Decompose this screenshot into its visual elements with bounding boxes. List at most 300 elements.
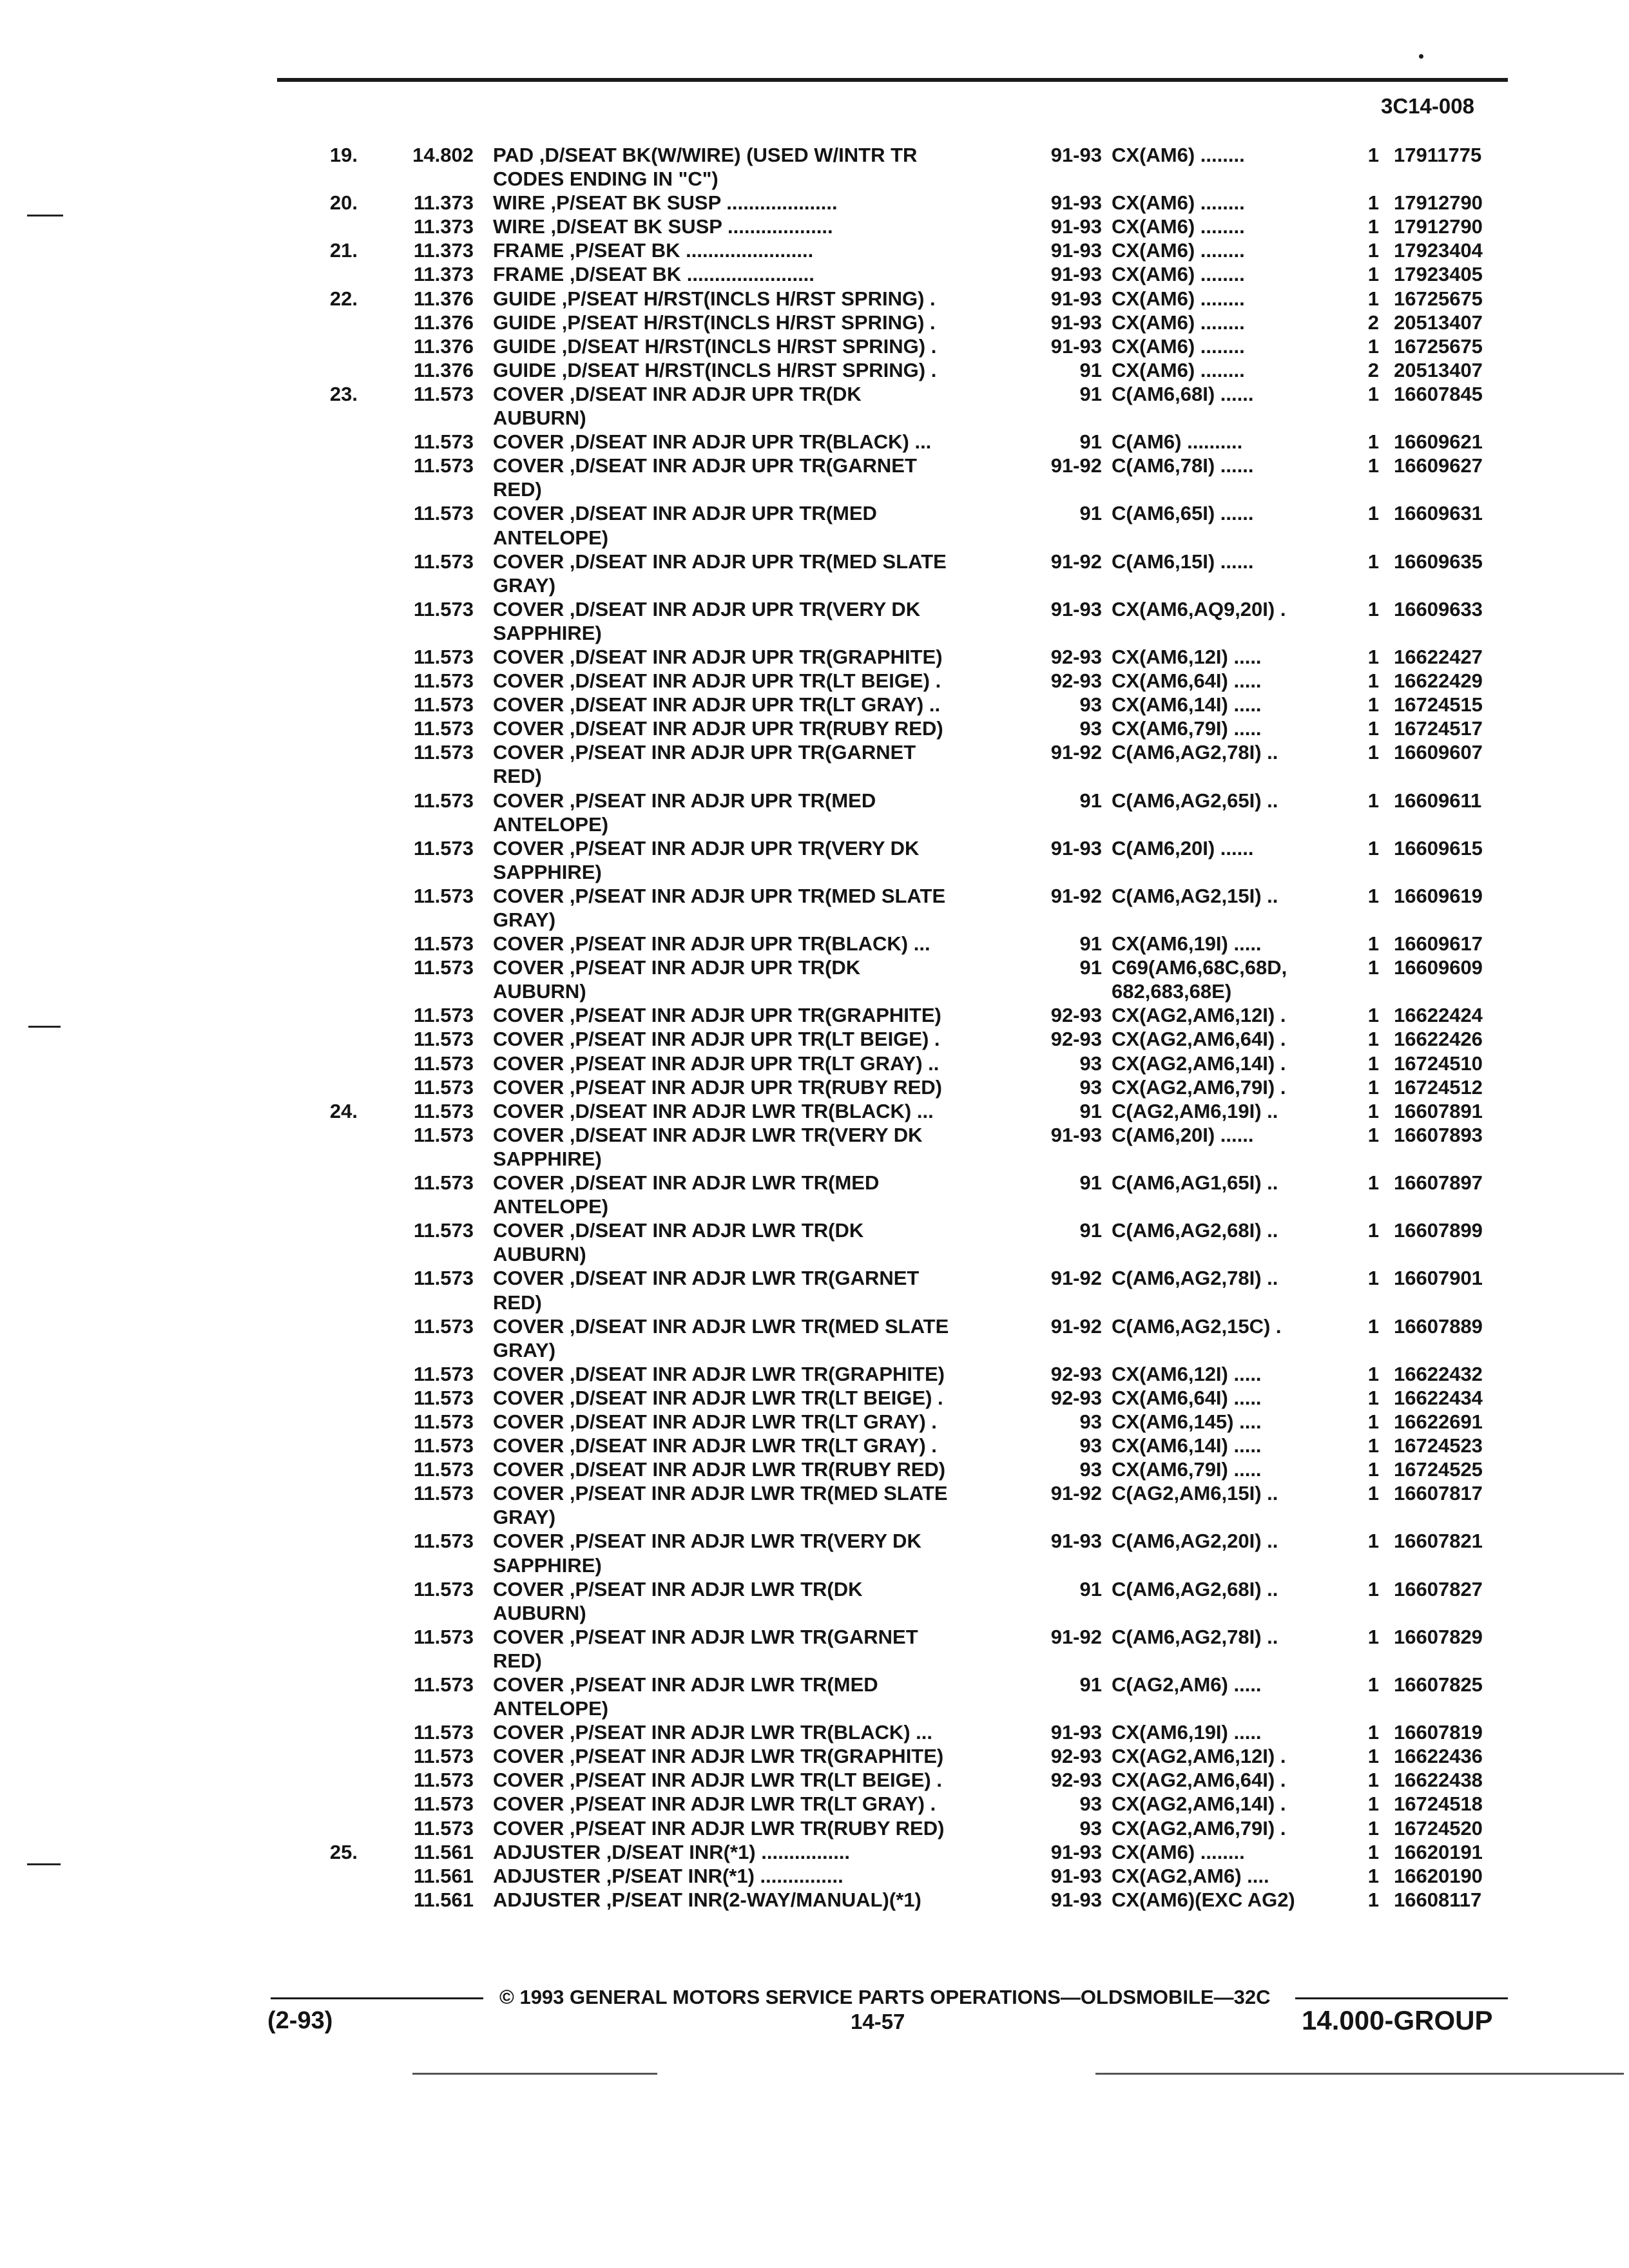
- table-row: [0, 1649, 1629, 1673]
- quantity: 1: [1367, 669, 1379, 693]
- part-number: 16724525: [1394, 1458, 1483, 1481]
- group-number: 11.561: [413, 1864, 474, 1887]
- quantity: 1: [1367, 884, 1379, 907]
- part-description: COVER ,P/SEAT INR ADJR UPR TR(DK: [493, 956, 861, 979]
- quantity: 1: [1367, 430, 1379, 454]
- model-codes: C(AG2,AM6,19I) ..: [1112, 1099, 1278, 1122]
- part-description: RED): [493, 1649, 542, 1672]
- model-years: 91-92: [1050, 884, 1102, 907]
- table-row: [0, 167, 1629, 191]
- group-number: 11.373: [413, 263, 474, 286]
- part-number: 16608117: [1394, 1888, 1482, 1911]
- table-row: [0, 1577, 1629, 1601]
- table-row: [0, 932, 1629, 956]
- table-row: [0, 1123, 1629, 1147]
- model-codes: CX(AM6,64I) .....: [1112, 669, 1262, 693]
- part-description: PAD ,D/SEAT BK(W/WIRE) (USED W/INTR TR: [493, 144, 918, 166]
- quantity: 1: [1367, 1099, 1379, 1122]
- model-years: 91: [1079, 382, 1102, 405]
- model-years: 91-93: [1050, 311, 1102, 334]
- ref-number: 24.: [329, 1099, 358, 1122]
- model-years: 93: [1079, 1792, 1102, 1816]
- table-row: [0, 1410, 1629, 1434]
- group-number: 11.573: [413, 1769, 474, 1792]
- part-number: 16607825: [1394, 1673, 1483, 1696]
- part-description: COVER ,P/SEAT INR ADJR LWR TR(GRAPHITE): [493, 1745, 944, 1768]
- group-number: 11.561: [413, 1888, 474, 1911]
- model-years: 93: [1079, 1075, 1102, 1099]
- group-number: 11.573: [413, 1075, 474, 1099]
- part-description: COVER ,P/SEAT INR ADJR LWR TR(MED: [493, 1673, 878, 1696]
- table-row: [0, 645, 1629, 669]
- table-row: [0, 1052, 1629, 1075]
- part-description: COVER ,P/SEAT INR ADJR UPR TR(LT BEIGE) .: [493, 1028, 940, 1051]
- footer-rule-left: [271, 1997, 483, 1999]
- part-description: GRAY): [493, 1338, 556, 1361]
- part-number: 16620190: [1394, 1864, 1483, 1887]
- table-row: [0, 979, 1629, 1003]
- model-years: 91-93: [1050, 215, 1102, 238]
- table-row: [0, 1171, 1629, 1195]
- group-number: 11.573: [413, 693, 474, 716]
- quantity: 1: [1367, 1888, 1379, 1911]
- table-row: [0, 812, 1629, 836]
- part-number: 16724520: [1394, 1816, 1483, 1840]
- table-row: [0, 477, 1629, 501]
- ref-number: 22.: [329, 287, 358, 310]
- part-description: COVER ,D/SEAT INR ADJR UPR TR(MED SLATE: [493, 550, 947, 573]
- bottom-rule: [412, 2073, 657, 2075]
- group-number: 11.573: [413, 1099, 474, 1122]
- table-row: [0, 1840, 1629, 1864]
- part-number: 16609621: [1394, 430, 1483, 454]
- part-description: COVER ,D/SEAT INR ADJR LWR TR(LT GRAY) .: [493, 1410, 937, 1433]
- model-codes: C(AM6,AG2,68I) ..: [1112, 1577, 1278, 1600]
- quantity: 1: [1367, 1816, 1379, 1840]
- quantity: 1: [1367, 1267, 1379, 1290]
- part-description: FRAME ,P/SEAT BK .......................: [493, 239, 814, 262]
- table-row: [0, 1481, 1629, 1505]
- quantity: 2: [1367, 311, 1379, 334]
- table-row: [0, 1792, 1629, 1816]
- model-years: 92-93: [1050, 1745, 1102, 1768]
- model-codes: CX(AM6) ........: [1112, 191, 1245, 215]
- part-description: COVER ,D/SEAT INR ADJR LWR TR(LT BEIGE) .: [493, 1386, 943, 1409]
- model-codes: CX(AG2,AM6,14I) .: [1112, 1792, 1286, 1816]
- part-description: COVER ,P/SEAT INR ADJR LWR TR(RUBY RED): [493, 1816, 945, 1840]
- part-description: AUBURN): [493, 980, 586, 1003]
- part-number: 16724517: [1394, 717, 1483, 740]
- table-row: [0, 1218, 1629, 1242]
- quantity: 1: [1367, 932, 1379, 956]
- part-description: WIRE ,P/SEAT BK SUSP ....................: [493, 191, 838, 215]
- part-description: COVER ,P/SEAT INR ADJR UPR TR(RUBY RED): [493, 1075, 942, 1099]
- model-codes: CX(AG2,AM6,14I) .: [1112, 1052, 1286, 1075]
- group-number: 11.573: [413, 597, 474, 620]
- part-description: ANTELOPE): [493, 526, 609, 549]
- table-row: [0, 1099, 1629, 1123]
- part-number: 16622426: [1394, 1028, 1483, 1051]
- group-number: 11.573: [413, 789, 474, 812]
- part-description: COVER ,D/SEAT INR ADJR UPR TR(DK: [493, 382, 862, 405]
- part-number: 16622438: [1394, 1769, 1483, 1792]
- model-codes: C(AM6,15I) ......: [1112, 550, 1254, 573]
- table-row: [0, 1529, 1629, 1553]
- quantity: 1: [1367, 215, 1379, 238]
- part-description: COVER ,P/SEAT INR ADJR LWR TR(GARNET: [493, 1625, 918, 1648]
- model-codes: CX(AM6,AQ9,20I) .: [1112, 597, 1286, 620]
- part-number: 16724523: [1394, 1434, 1483, 1457]
- part-description: COVER ,P/SEAT INR ADJR UPR TR(MED SLATE: [493, 884, 946, 907]
- part-number: 16607829: [1394, 1625, 1483, 1648]
- part-number: 16607893: [1394, 1123, 1483, 1146]
- part-description: RED): [493, 765, 542, 788]
- part-number: 16725675: [1394, 287, 1483, 310]
- table-row: [0, 1720, 1629, 1744]
- table-row: [0, 1338, 1629, 1362]
- group-number: 11.573: [413, 1219, 474, 1242]
- part-number: 16622691: [1394, 1410, 1483, 1433]
- quantity: 1: [1367, 1530, 1379, 1553]
- model-years: 92-93: [1050, 1386, 1102, 1409]
- part-number: 17923404: [1394, 239, 1483, 262]
- part-description: COVER ,P/SEAT INR ADJR UPR TR(VERY DK: [493, 836, 920, 860]
- model-years: 91: [1079, 789, 1102, 812]
- model-years: 91-92: [1050, 1314, 1102, 1338]
- part-number: 16609619: [1394, 884, 1483, 907]
- model-years: 91-92: [1050, 741, 1102, 764]
- table-row: [0, 1816, 1629, 1840]
- table-row: [0, 764, 1629, 788]
- table-row: [0, 1362, 1629, 1386]
- part-description: COVER ,P/SEAT INR ADJR UPR TR(MED: [493, 789, 876, 812]
- quantity: 1: [1367, 1028, 1379, 1051]
- part-number: 16724510: [1394, 1052, 1483, 1075]
- part-description: COVER ,P/SEAT INR ADJR UPR TR(BLACK) ...: [493, 932, 930, 956]
- group-number: 11.573: [413, 1458, 474, 1481]
- table-row: [0, 311, 1629, 334]
- group-number: 11.373: [413, 239, 474, 262]
- group-number: 11.573: [413, 550, 474, 573]
- quantity: 1: [1367, 693, 1379, 716]
- part-number: 16609609: [1394, 956, 1483, 979]
- quantity: 1: [1367, 382, 1379, 405]
- model-years: 91: [1079, 932, 1102, 956]
- part-description: RED): [493, 1291, 542, 1314]
- part-number: 17911775: [1394, 144, 1482, 166]
- table-row: [0, 1625, 1629, 1649]
- group-number: 11.573: [413, 430, 474, 454]
- model-codes: C(AM6,AG2,78I) ..: [1112, 1267, 1278, 1290]
- group-number: 11.573: [413, 1410, 474, 1433]
- group-number: 11.573: [413, 1792, 474, 1816]
- part-description: COVER ,D/SEAT INR ADJR LWR TR(LT GRAY) .: [493, 1434, 937, 1457]
- group-number: 11.573: [413, 1386, 474, 1409]
- model-codes: C(AG2,AM6,15I) ..: [1112, 1482, 1278, 1505]
- model-codes: C69(AM6,68C,68D,: [1112, 956, 1287, 979]
- part-description: COVER ,P/SEAT INR ADJR LWR TR(MED SLATE: [493, 1482, 948, 1505]
- part-description: GUIDE ,P/SEAT H/RST(INCLS H/RST SPRING) .: [493, 287, 936, 310]
- part-number: 16609633: [1394, 597, 1483, 620]
- group-number: 11.573: [413, 884, 474, 907]
- quantity: 1: [1367, 454, 1379, 477]
- part-number: 17923405: [1394, 263, 1483, 286]
- table-row: [0, 1864, 1629, 1888]
- model-codes: C(AM6,AG2,68I) ..: [1112, 1219, 1278, 1242]
- table-row: [0, 1768, 1629, 1792]
- part-description: COVER ,D/SEAT INR ADJR UPR TR(VERY DK: [493, 597, 921, 620]
- part-description: GRAY): [493, 1506, 556, 1529]
- model-codes: CX(AM6,12I) .....: [1112, 645, 1262, 668]
- quantity: 1: [1367, 741, 1379, 764]
- model-years: 93: [1079, 1458, 1102, 1481]
- part-description: COVER ,D/SEAT INR ADJR UPR TR(LT GRAY) ..: [493, 693, 941, 716]
- model-years: 91-92: [1050, 454, 1102, 477]
- table-row: [0, 1553, 1629, 1577]
- part-number: 16609617: [1394, 932, 1483, 956]
- table-row: [0, 238, 1629, 262]
- group-number: 11.376: [413, 358, 474, 381]
- model-codes: C(AM6,AG2,15C) .: [1112, 1314, 1282, 1338]
- model-years: 91: [1079, 1171, 1102, 1195]
- part-description: COVER ,D/SEAT INR ADJR LWR TR(GRAPHITE): [493, 1362, 945, 1385]
- part-number: 16725675: [1394, 334, 1483, 358]
- part-description: SAPPHIRE): [493, 1553, 602, 1577]
- part-number: 16622432: [1394, 1362, 1483, 1385]
- model-codes: CX(AG2,AM6) ....: [1112, 1864, 1269, 1887]
- model-codes: C(AM6,AG2,78I) ..: [1112, 1625, 1278, 1648]
- part-number: 16607819: [1394, 1721, 1483, 1744]
- table-row: [0, 1003, 1629, 1027]
- model-years: 91-92: [1050, 1482, 1102, 1505]
- part-description: COVER ,P/SEAT INR ADJR UPR TR(GARNET: [493, 741, 916, 764]
- model-codes: CX(AM6,14I) .....: [1112, 1434, 1262, 1457]
- model-codes: CX(AM6,19I) .....: [1112, 1721, 1262, 1744]
- bottom-rule: [1095, 2073, 1624, 2075]
- part-description: COVER ,P/SEAT INR ADJR LWR TR(BLACK) ...: [493, 1721, 932, 1744]
- scan-speck: [1419, 54, 1423, 59]
- group-number: 11.573: [413, 1482, 474, 1505]
- part-description: COVER ,D/SEAT INR ADJR LWR TR(RUBY RED): [493, 1458, 946, 1481]
- part-number: 16607845: [1394, 382, 1483, 405]
- part-description: COVER ,D/SEAT INR ADJR UPR TR(GARNET: [493, 454, 917, 477]
- ref-number: 23.: [329, 382, 358, 405]
- part-description: GRAY): [493, 573, 556, 597]
- part-number: 16622436: [1394, 1745, 1483, 1768]
- model-codes: CX(AM6,64I) .....: [1112, 1386, 1262, 1409]
- model-years: 91: [1079, 430, 1102, 454]
- model-years: 91-92: [1050, 1267, 1102, 1290]
- model-years: 91: [1079, 358, 1102, 381]
- group-number: 11.573: [413, 836, 474, 860]
- part-number: 20513407: [1394, 311, 1483, 334]
- model-years: 91-93: [1050, 1864, 1102, 1887]
- part-description: COVER ,D/SEAT INR ADJR LWR TR(MED SLATE: [493, 1314, 949, 1338]
- part-number: 16724515: [1394, 693, 1483, 716]
- model-codes: CX(AM6) ........: [1112, 358, 1245, 381]
- part-description: COVER ,D/SEAT INR ADJR UPR TR(RUBY RED): [493, 717, 943, 740]
- group-number: 11.573: [413, 1434, 474, 1457]
- quantity: 2: [1367, 358, 1379, 381]
- model-codes: C(AM6,20I) ......: [1112, 1123, 1254, 1146]
- model-years: 91-93: [1050, 191, 1102, 215]
- group-number: 11.573: [413, 1171, 474, 1195]
- model-codes: CX(AM6) ........: [1112, 239, 1245, 262]
- quantity: 1: [1367, 1745, 1379, 1768]
- model-years: 91-93: [1050, 597, 1102, 620]
- ref-number: 21.: [329, 239, 358, 262]
- quantity: 1: [1367, 1673, 1379, 1696]
- part-description: FRAME ,D/SEAT BK .......................: [493, 263, 815, 286]
- part-description: ANTELOPE): [493, 1697, 609, 1720]
- model-codes: C(AM6,AG2,78I) ..: [1112, 741, 1278, 764]
- footer-rule-right: [1295, 1997, 1508, 1999]
- model-codes: C(AM6,78I) ......: [1112, 454, 1254, 477]
- group-number: 11.376: [413, 311, 474, 334]
- model-codes: CX(AM6)(EXC AG2): [1112, 1888, 1295, 1911]
- table-row: [0, 1266, 1629, 1290]
- table-row: [0, 1505, 1629, 1529]
- quantity: 1: [1367, 1625, 1379, 1648]
- model-codes: CX(AG2,AM6,79I) .: [1112, 1075, 1286, 1099]
- part-description: ANTELOPE): [493, 1195, 609, 1218]
- part-number: 16607897: [1394, 1171, 1483, 1195]
- group-number: 11.573: [413, 741, 474, 764]
- table-row: [0, 382, 1629, 406]
- part-description: SAPPHIRE): [493, 1147, 602, 1170]
- footer-copyright: © 1993 GENERAL MOTORS SERVICE PARTS OPERATIONS—OLDSMOBILE—32C: [499, 1986, 1271, 2008]
- table-row: [0, 1434, 1629, 1457]
- part-description: CODES ENDING IN "C"): [493, 168, 718, 191]
- model-codes: CX(AM6) ........: [1112, 334, 1245, 358]
- part-description: RED): [493, 478, 542, 501]
- model-codes: C(AM6,AG2,15I) ..: [1112, 884, 1278, 907]
- table-row: [0, 287, 1629, 311]
- group-number: 11.573: [413, 932, 474, 956]
- part-number: 16622427: [1394, 645, 1483, 668]
- table-row: [0, 1195, 1629, 1218]
- quantity: 1: [1367, 956, 1379, 979]
- group-number: 11.373: [413, 215, 474, 238]
- part-description: ADJUSTER ,P/SEAT INR(*1) ...............: [493, 1864, 843, 1887]
- model-years: 92-93: [1050, 1769, 1102, 1792]
- group-number: 11.573: [413, 1577, 474, 1600]
- model-codes: CX(AM6) ........: [1112, 144, 1245, 166]
- table-row: [0, 215, 1629, 238]
- model-codes: CX(AM6) ........: [1112, 263, 1245, 286]
- model-years: 92-93: [1050, 669, 1102, 693]
- quantity: 1: [1367, 717, 1379, 740]
- group-number: 11.573: [413, 956, 474, 979]
- part-description: COVER ,P/SEAT INR ADJR LWR TR(VERY DK: [493, 1530, 921, 1553]
- part-description: SAPPHIRE): [493, 621, 602, 644]
- model-codes: CX(AM6,19I) .....: [1112, 932, 1262, 956]
- model-codes: CX(AM6) ........: [1112, 287, 1245, 310]
- part-description: ANTELOPE): [493, 812, 609, 836]
- model-years: 91-92: [1050, 550, 1102, 573]
- table-row: [0, 358, 1629, 382]
- table-row: [0, 1601, 1629, 1625]
- group-number: 11.573: [413, 1123, 474, 1146]
- group-number: 11.373: [413, 191, 474, 215]
- part-description: COVER ,D/SEAT INR ADJR LWR TR(VERY DK: [493, 1123, 923, 1146]
- group-number: 11.573: [413, 1816, 474, 1840]
- table-row: [0, 334, 1629, 358]
- quantity: 1: [1367, 502, 1379, 525]
- page-code: 3C14-008: [1381, 94, 1474, 118]
- model-codes: CX(AG2,AM6,64I) .: [1112, 1769, 1286, 1792]
- table-row: [0, 501, 1629, 525]
- model-codes: CX(AG2,AM6,12I) .: [1112, 1004, 1286, 1027]
- model-years: 91-93: [1050, 1721, 1102, 1744]
- part-number: 17912790: [1394, 215, 1483, 238]
- model-codes: C(AM6,AG1,65I) ..: [1112, 1171, 1278, 1195]
- model-years: 92-93: [1050, 645, 1102, 668]
- quantity: 1: [1367, 1840, 1379, 1863]
- quantity: 1: [1367, 1314, 1379, 1338]
- part-description: GUIDE ,D/SEAT H/RST(INCLS H/RST SPRING) .: [493, 358, 937, 381]
- group-number: 11.573: [413, 454, 474, 477]
- table-row: [0, 693, 1629, 716]
- table-row: [0, 1696, 1629, 1720]
- model-codes: CX(AM6,12I) .....: [1112, 1362, 1262, 1385]
- quantity: 1: [1367, 1792, 1379, 1816]
- part-number: 16622424: [1394, 1004, 1483, 1027]
- group-number: 11.573: [413, 1267, 474, 1290]
- quantity: 1: [1367, 645, 1379, 668]
- part-description: COVER ,D/SEAT INR ADJR UPR TR(LT BEIGE) .: [493, 669, 941, 693]
- model-years: 91: [1079, 1673, 1102, 1696]
- table-row: [0, 1242, 1629, 1266]
- part-number: 16607889: [1394, 1314, 1483, 1338]
- part-number: 20513407: [1394, 358, 1483, 381]
- part-number: 16607891: [1394, 1099, 1483, 1122]
- model-years: 93: [1079, 717, 1102, 740]
- group-number: 11.376: [413, 334, 474, 358]
- model-years: 91: [1079, 502, 1102, 525]
- part-number: 16622429: [1394, 669, 1483, 693]
- quantity: 1: [1367, 1052, 1379, 1075]
- table-row: [0, 669, 1629, 693]
- group-number: 11.573: [413, 502, 474, 525]
- quantity: 1: [1367, 1171, 1379, 1195]
- quantity: 1: [1367, 334, 1379, 358]
- group-number: 14.802: [412, 144, 474, 166]
- group-number: 11.573: [413, 1673, 474, 1696]
- ref-number: 19.: [329, 144, 358, 166]
- group-number: 11.376: [413, 287, 474, 310]
- model-years: 93: [1079, 1052, 1102, 1075]
- quantity: 1: [1367, 144, 1379, 166]
- part-number: 16724518: [1394, 1792, 1483, 1816]
- group-number: 11.573: [413, 669, 474, 693]
- quantity: 1: [1367, 1458, 1379, 1481]
- parts-list: [0, 143, 1629, 1912]
- part-description: ADJUSTER ,D/SEAT INR(*1) ................: [493, 1840, 851, 1863]
- table-row: [0, 430, 1629, 454]
- group-number: 11.573: [413, 382, 474, 405]
- quantity: 1: [1367, 550, 1379, 573]
- table-row: [0, 1291, 1629, 1314]
- part-description: GUIDE ,P/SEAT H/RST(INCLS H/RST SPRING) .: [493, 311, 936, 334]
- group-number: 11.573: [413, 1004, 474, 1027]
- model-years: 92-93: [1050, 1028, 1102, 1051]
- model-codes: CX(AM6) ........: [1112, 1840, 1245, 1863]
- model-codes: CX(AG2,AM6,12I) .: [1112, 1745, 1286, 1768]
- footer-date: (2-93): [267, 2007, 333, 2034]
- model-years: 91-93: [1050, 1530, 1102, 1553]
- table-row: [0, 1888, 1629, 1912]
